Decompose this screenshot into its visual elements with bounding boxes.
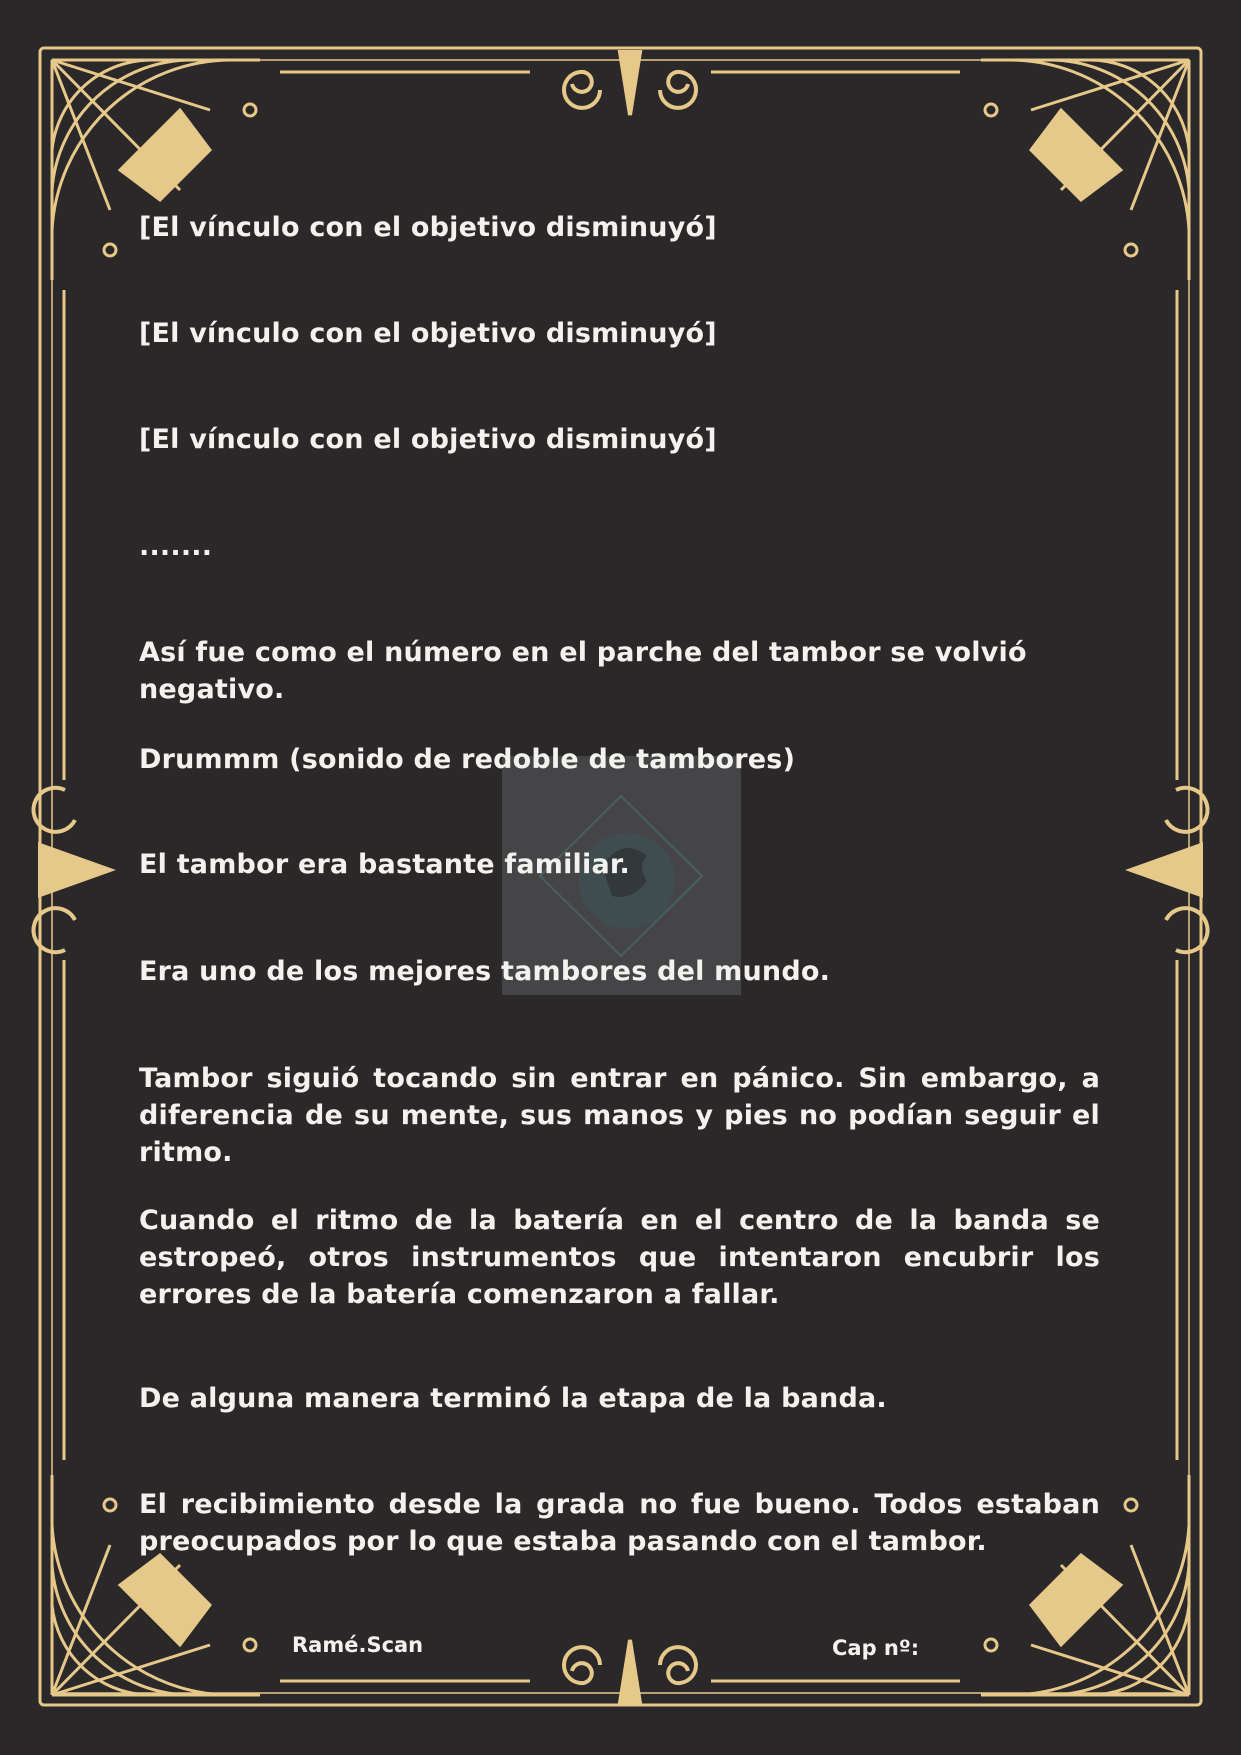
scroll-ornament-right [1131,788,1208,952]
paragraph: De alguna manera terminó la etapa de la banda. [139,1383,887,1414]
corner-ornament-top-right [981,60,1189,280]
paragraph: [El vínculo con el objetivo disminuyó] [139,318,717,349]
corner-ornament-top-left [52,60,260,280]
paragraph: Cuando el ritmo de la batería en el centro de la banda se estropeó, otros instrumentos que intentaron encubrir los errores de la batería comenzaron a fallar. [139,1205,1100,1310]
paragraph: El recibimiento desde la grada no fue bueno. Todos estaban preocupados por lo que estaba pasando con el tambor. [139,1489,1100,1557]
footer-credit: Ramé.Scan [292,1633,424,1657]
scroll-ornament-top [564,52,696,115]
paragraph: Así fue como el número en el parche del tambor se volvió negativo. [139,637,1027,705]
paragraph: [El vínculo con el objetivo disminuyó] [139,424,717,455]
scroll-ornament-left [33,788,110,952]
paragraph: Tambor siguió tocando sin entrar en pánico. Sin embargo, a diferencia de su mente, sus manos y pies no podían seguir el ritmo. [139,1063,1100,1168]
footer-chapter-number: Cap nº: [832,1636,920,1660]
paragraph: ....... [139,531,213,562]
paragraph: El tambor era bastante familiar. [139,849,630,880]
paragraph: Drummm (sonido de redoble de tambores) [139,744,796,775]
paragraph: [El vínculo con el objetivo disminuyó] [139,212,717,243]
paragraph: Era uno de los mejores tambores del mundo. [139,956,831,987]
